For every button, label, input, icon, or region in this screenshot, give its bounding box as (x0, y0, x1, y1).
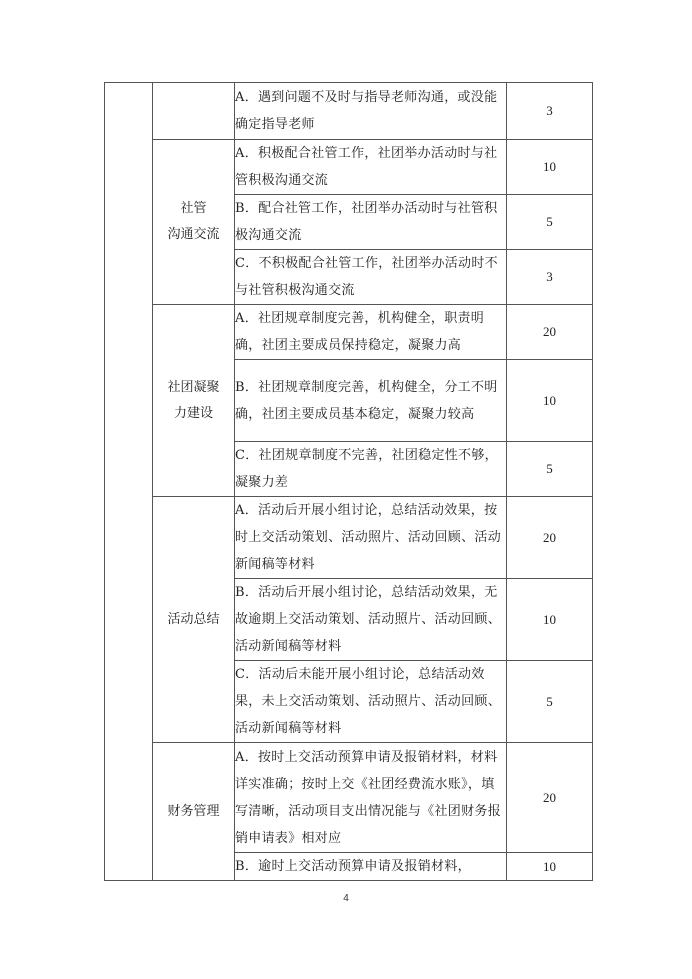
category-label: 财务管理 (167, 803, 220, 819)
score-cell: 3 (507, 83, 593, 140)
table-row (105, 497, 593, 579)
score-cell: 3 (507, 250, 593, 305)
table-row (105, 140, 593, 195)
category-label: 社管 沟通交流 (167, 201, 220, 242)
score-cell: 5 (507, 661, 593, 743)
score-cell: 10 (507, 579, 593, 661)
category-cell-finance (153, 743, 235, 881)
criterion-description: A．社团规章制度完善，机构健全，职责明确，社团主要成员保持稳定，凝聚力高 (235, 305, 507, 360)
criterion-description: A．活动后开展小组讨论，总结活动效果，按时上交活动策划、活动照片、活动回顾、活动新闻稿等材料 (235, 497, 507, 579)
category-label: 社团凝聚 力建设 (167, 379, 220, 421)
criterion-description: B．活动后开展小组讨论，总结活动效果，无故逾期上交活动策划、活动照片、活动回顾、活动新闻稿等材料 (235, 579, 507, 661)
score-cell: 10 (507, 140, 593, 195)
category-cell (153, 83, 235, 140)
criterion-description: B．社团规章制度完善，机构健全，分工不明确，社团主要成员基本稳定，凝聚力较高 (235, 360, 507, 442)
category-label: 活动总结 (167, 611, 220, 627)
category-cell-cohesion (153, 305, 235, 497)
criterion-description: C．活动后未能开展小组讨论，总结活动效果，未上交活动策划、活动照片、活动回顾、活动新闻稿等材料 (235, 661, 507, 743)
score-cell: 5 (507, 442, 593, 497)
category-cell-summary (153, 497, 235, 743)
criterion-description: A．按时上交活动预算申请及报销材料，材料详实准确；按时上交《社团经费流水账》，填写清晰，活动项目支出情况能与《社团财务报销申请表》相对应 (235, 743, 507, 853)
table-row (105, 83, 593, 140)
score-cell: 20 (507, 497, 593, 579)
page-number: 4 (343, 893, 349, 904)
score-cell: 5 (507, 195, 593, 250)
scoring-table (104, 82, 593, 881)
score-cell: 20 (507, 743, 593, 853)
criterion-description: C．不积极配合社管工作，社团举办活动时不与社管积极沟通交流 (235, 250, 507, 305)
first-column-cell (105, 83, 153, 881)
table-row (105, 743, 593, 853)
criterion-description: C．社团规章制度不完善，社团稳定性不够，凝聚力差 (235, 442, 507, 497)
criterion-description: A．积极配合社管工作，社团举办活动时与社管积极沟通交流 (235, 140, 507, 195)
score-cell: 10 (507, 853, 593, 881)
criterion-description: A．遇到问题不及时与指导老师沟通，或没能确定指导老师 (235, 83, 507, 140)
score-cell: 10 (507, 360, 593, 442)
score-cell: 20 (507, 305, 593, 360)
category-cell-communication (153, 140, 235, 305)
criterion-description: B．配合社管工作，社团举办活动时与社管积极沟通交流 (235, 195, 507, 250)
table-row (105, 305, 593, 360)
criterion-description: B．逾时上交活动预算申请及报销材料， (235, 853, 507, 881)
